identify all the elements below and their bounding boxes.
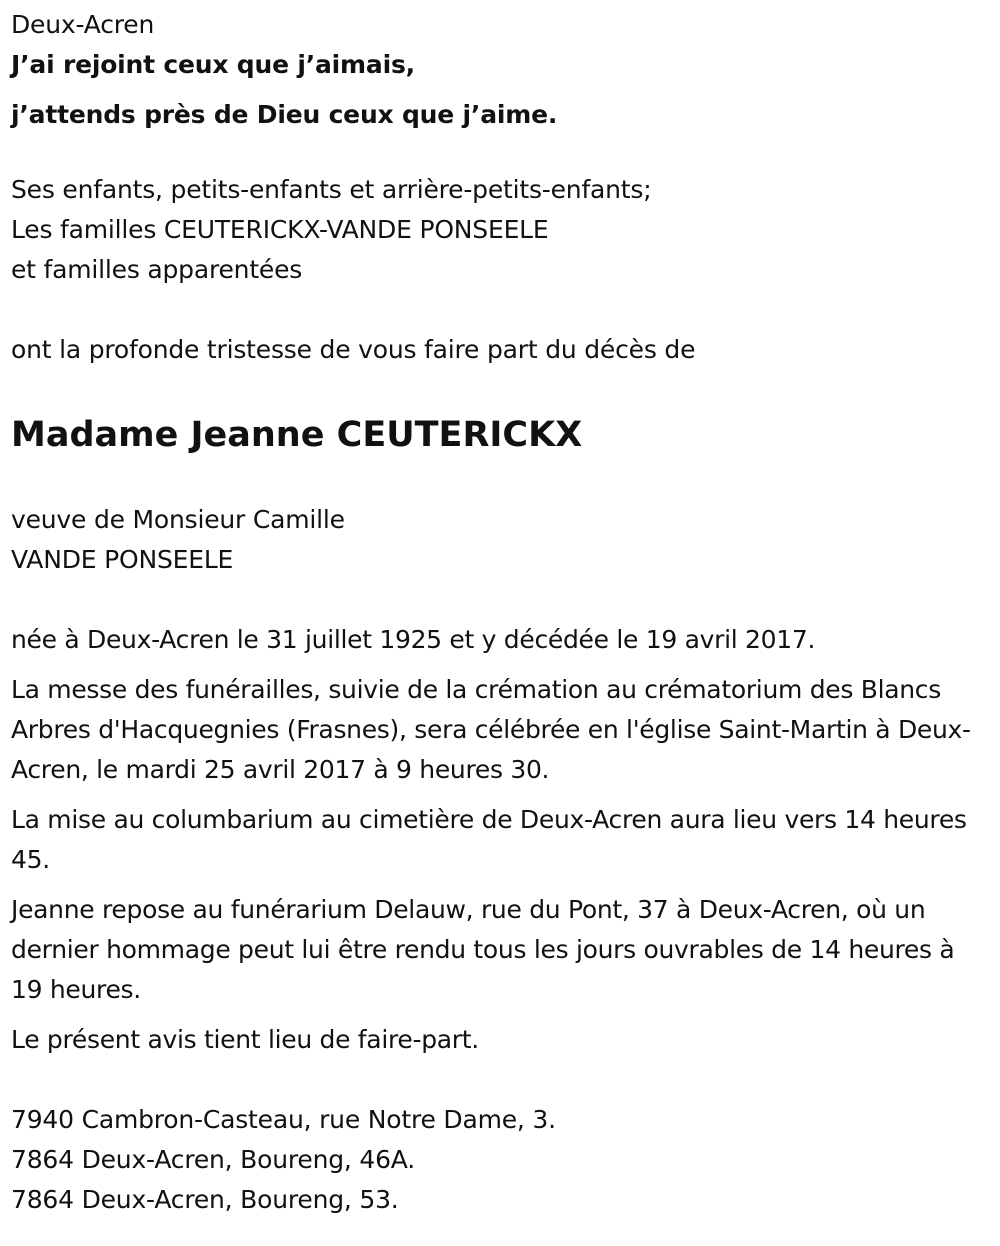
quote-line-2: j’attends près de Dieu ceux que j’aime. xyxy=(11,100,558,129)
widow-line-1: veuve de Monsieur Camille xyxy=(11,505,345,534)
family-line-2: Les familles CEUTERICKX-VANDE PONSEELE xyxy=(11,215,549,244)
address-line: 7864 Deux-Acren, Boureng, 53. xyxy=(11,1185,399,1214)
announcement-text: ont la profonde tristesse de vous faire part du décès de xyxy=(11,335,696,364)
widow-line-2: VANDE PONSEELE xyxy=(11,545,234,574)
family-line-1: Ses enfants, petits-enfants et arrière-petits-enfants; xyxy=(11,175,652,204)
columbarium-text: La mise au columbarium au cimetière de Deux-Acren aura lieu vers 14 heures 45. xyxy=(11,805,967,874)
address-line: 7940 Cambron-Casteau, rue Notre Dame, 3. xyxy=(11,1105,556,1134)
birth-death-text: née à Deux-Acren le 31 juillet 1925 et y décédée le 19 avril 2017. xyxy=(11,625,816,654)
notice-text: Le présent avis tient lieu de faire-part. xyxy=(11,1025,479,1054)
deceased-name: Madame Jeanne CEUTERICKX xyxy=(11,415,583,455)
address-line: 7864 Deux-Acren, Boureng, 46A. xyxy=(11,1145,415,1174)
place-heading: Deux-Acren xyxy=(11,10,155,39)
funerarium-text: Jeanne repose au funérarium Delauw, rue du Pont, 37 à Deux-Acren, où un dernier hommage peut lui être rendu tous les jours ouvrables de 14 heures à 19 heures. xyxy=(11,895,955,1004)
family-line-3: et familles apparentées xyxy=(11,255,303,284)
quote-line-1: J’ai rejoint ceux que j’aimais, xyxy=(11,50,415,79)
funeral-mass-text: La messe des funérailles, suivie de la crémation au crématorium des Blancs Arbres d'Hacquegnies (Frasnes), sera célébrée en l'église Saint-Martin à Deux-Acren, le mardi 25 avril 2017 à 9 heures 30. xyxy=(11,675,971,784)
